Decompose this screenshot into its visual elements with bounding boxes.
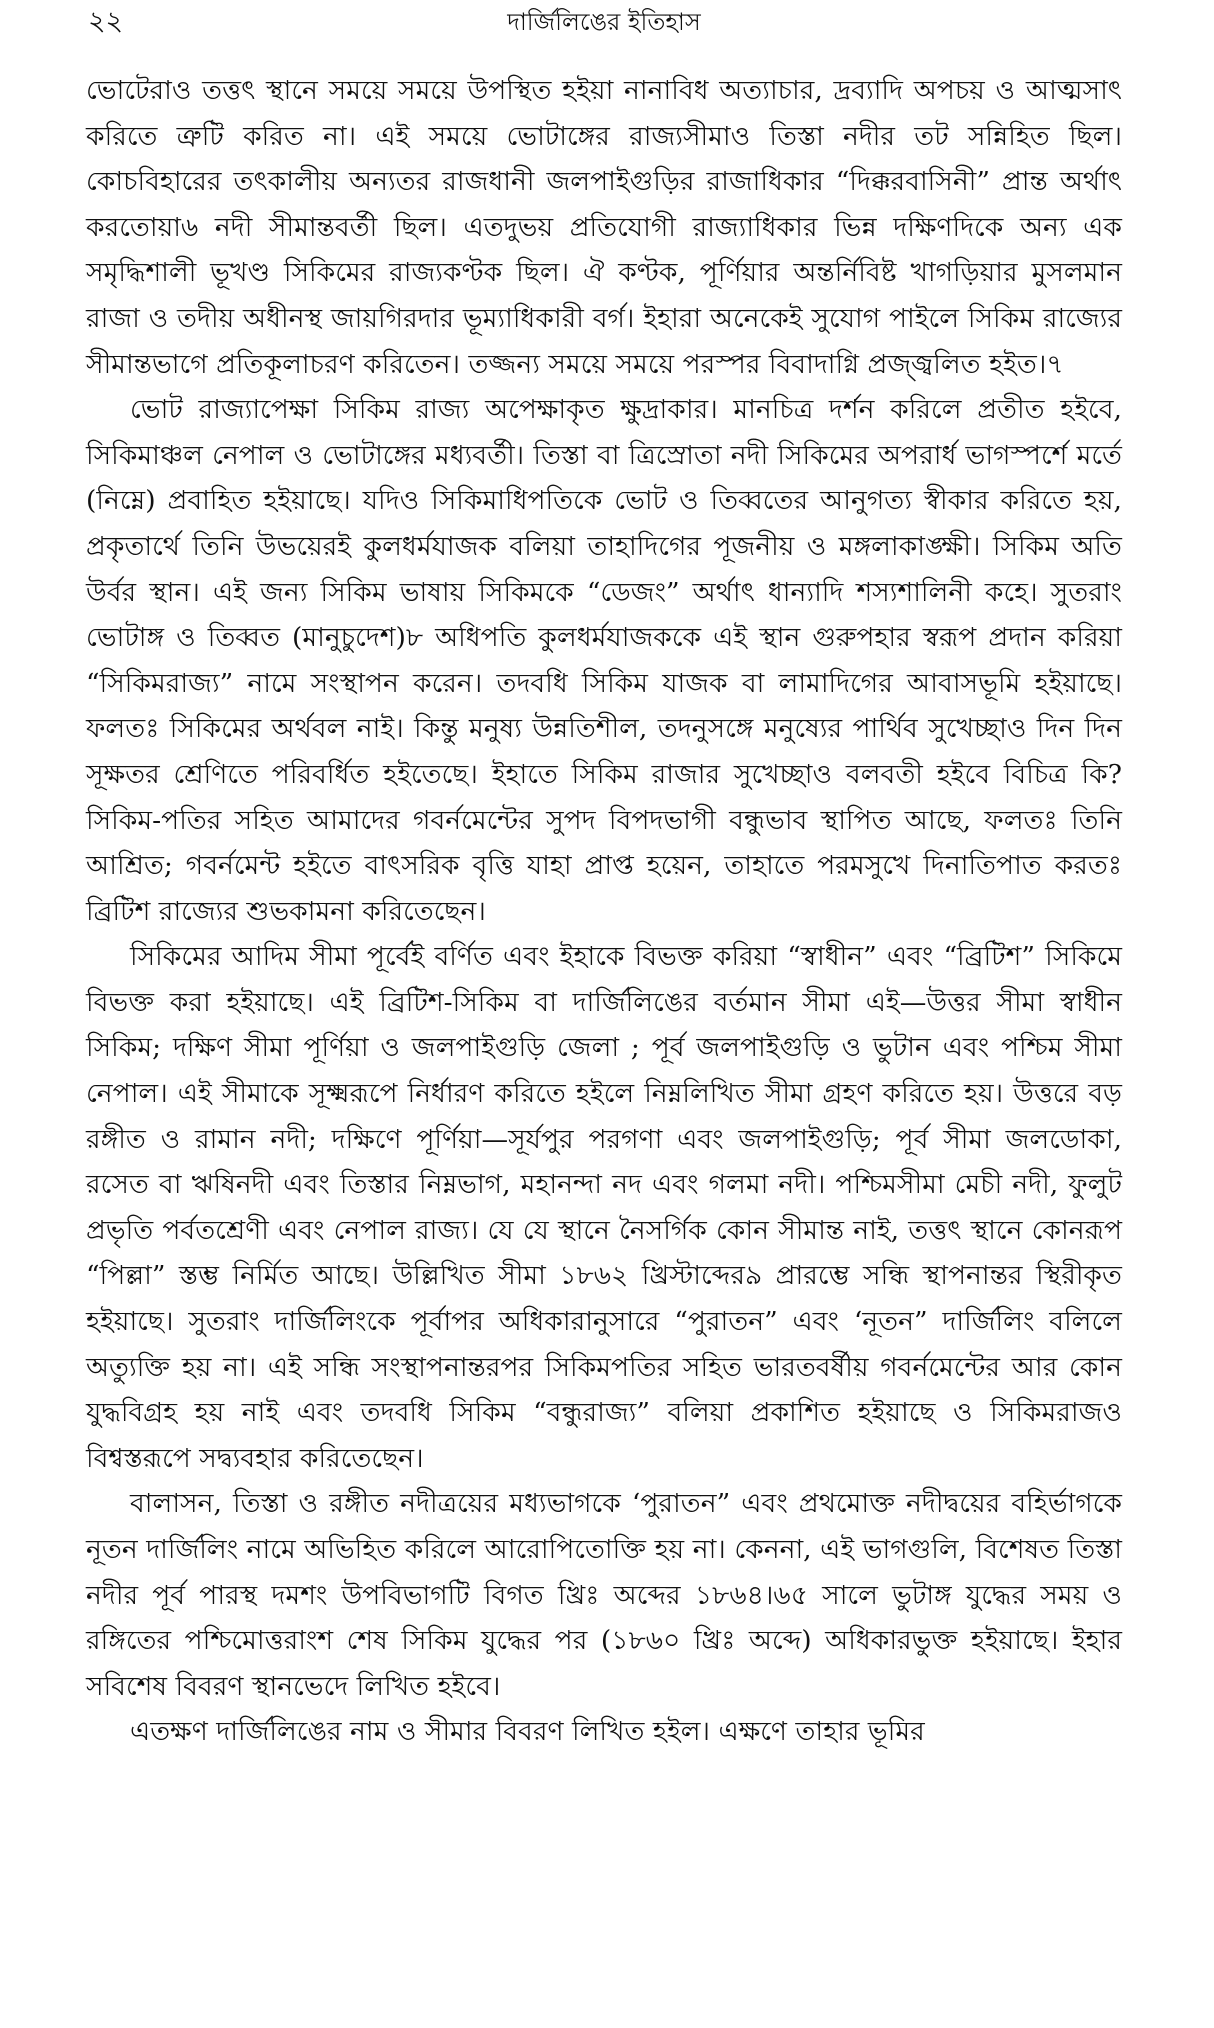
paragraph-4: বালাসন, তিস্তা ও রঙ্গীত নদীত্রয়ের মধ্যভাগকে ‘পুরাতন” এবং প্রথমোক্ত নদীদ্বয়ের বহির্ভাগকে নূতন দার্জিলিং নামে অভিহিত করিলে আরোপিতোক্তি হয় না। কেননা, এই ভাগগুলি, বিশেষত তিস্তা নদীর পূর্ব পারস্থ দমশং উপবিভাগটি বিগত খ্রিঃ অব্দের ১৮৬৪।৬৫ সালে ভুটাঙ্গ যুদ্ধের সময় ও রঙ্গিতের পশ্চিমোত্তরাংশ শেষ সিকিম যুদ্ধের পর (১৮৬০ খ্রিঃ অব্দে) অধিকারভুক্ত হইয়াছে। ইহার সবিশেষ বিবরণ স্থানভেদে লিখিত হইবে।	[86, 1488, 1122, 1702]
page-number: ২২	[88, 6, 124, 37]
running-head	[86, 2, 1122, 48]
paragraph-3: সিকিমের আদিম সীমা পূর্বেই বর্ণিত এবং ইহাকে বিভক্ত করিয়া “স্বাধীন” এবং “ব্রিটিশ” সিকিমে বিভক্ত করা হইয়াছে। এই ব্রিটিশ-সিকিম বা দার্জিলিঙের বর্তমান সীমা এই—উত্তর সীমা স্বাধীন সিকিম; দক্ষিণ সীমা পূর্ণিয়া ও জলপাইগুড়ি জেলা ; পূর্ব জলপাইগুড়ি ও ভুটান এবং পশ্চিম সীমা নেপাল। এই সীমাকে সূক্ষ্মরূপে নির্ধারণ করিতে হইলে নিম্নলিখিত সীমা গ্রহণ করিতে হয়। উত্তরে বড় রঙ্গীত ও রামান নদী; দক্ষিণে পূর্ণিয়া—সূর্যপুর পরগণা এবং জলপাইগুড়ি; পূর্ব সীমা জলডোকা, রসেত বা ঋষিনদী এবং তিস্তার নিম্নভাগ, মহানন্দা নদ এবং গলমা নদী। পশ্চিমসীমা মেচী নদী, ফুলুট প্রভৃতি পর্বতশ্রেণী এবং নেপাল রাজ্য। যে যে স্থানে নৈসর্গিক কোন সীমান্ত নাই, তত্তৎ স্থানে কোনরূপ “পিল্লা” স্তম্ভ নির্মিত আছে। উল্লিখিত সীমা ১৮৬২ খ্রিস্টাব্দের৯ প্রারম্ভে সন্ধি স্থাপনান্তর স্থিরীকৃত হইয়াছে। সুতরাং দার্জিলিংকে পূর্বাপর অধিকারানুসারে “পুরাতন” এবং ‘নূতন” দার্জিলিং বলিলে অত্যুক্তি হয় না। এই সন্ধি সংস্থাপনান্তরপর সিকিমপতির সহিত ভারতবর্ষীয় গবর্নমেন্টের আর কোন যুদ্ধবিগ্রহ হয় নাই এবং তদবধি সিকিম “বন্ধুরাজ্য” বলিয়া প্রকাশিত হইয়াছে ও সিকিমরাজও বিশ্বস্তরূপে সদ্ব্যবহার করিতেছেন।	[86, 941, 1122, 1474]
paragraph-1: ভোটেরাও তত্তৎ স্থানে সময়ে সময়ে উপস্থিত হইয়া নানাবিধ অত্যাচার, দ্রব্যাদি অপচয় ও আত্মসাৎ করিতে ত্রুটি করিত না। এই সময়ে ভোটাঙ্গের রাজ্যসীমাও তিস্তা নদীর তট সন্নিহিত ছিল। কোচবিহারের তৎকালীয় অন্যতর রাজধানী জলপাইগুড়ির রাজাধিকার “দিক্করবাসিনী” প্রান্ত অর্থাৎ করতোয়া৬ নদী সীমান্তবর্তী ছিল। এতদুভয় প্রতিযোগী রাজ্যাধিকার ভিন্ন দক্ষিণদিকে অন্য এক সমৃদ্ধিশালী ভূখণ্ড সিকিমের রাজ্যকণ্টক ছিল। ঐ কণ্টক, পূর্ণিয়ার অন্তর্নিবিষ্ট খাগড়িয়ার মুসলমান রাজা ও তদীয় অধীনস্থ জায়গিরদার ভূম্যাধিকারী বর্গ। ইহারা অনেকেই সুযোগ পাইলে সিকিম রাজ্যের সীমান্তভাগে প্রতিকূলাচরণ করিতেন। তজ্জন্য সময়ে সময়ে পরস্পর বিবাদাগ্নি প্রজ্জ্বলিত হইত।৭	[86, 75, 1122, 380]
running-title: দার্জিলিঙের ইতিহাস	[507, 8, 701, 36]
body-text	[86, 68, 1122, 1755]
paragraph-5: এতক্ষণ দার্জিলিঙের নাম ও সীমার বিবরণ লিখিত হইল। এক্ষণে তাহার ভূমির	[130, 1716, 925, 1748]
paragraph-2: ভোট রাজ্যাপেক্ষা সিকিম রাজ্য অপেক্ষাকৃত ক্ষুদ্রাকার। মানচিত্র দর্শন করিলে প্রতীত হইবে, সিকিমাঞ্চল নেপাল ও ভোটাঙ্গের মধ্যবর্তী। তিস্তা বা ত্রিস্রোতা নদী সিকিমের অপরার্ধ ভাগস্পর্শে মর্তে (নিম্নে) প্রবাহিত হইয়াছে। যদিও সিকিমাধিপতিকে ভোট ও তিব্বতের আনুগত্য স্বীকার করিতে হয়, প্রকৃতার্থে তিনি উভয়েরই কুলধর্মযাজক বলিয়া তাহাদিগের পূজনীয় ও মঙ্গলাকাঙ্ক্ষী। সিকিম অতি উর্বর স্থান। এই জন্য সিকিম ভাষায় সিকিমকে “ডেজং” অর্থাৎ ধান্যাদি শস্যশালিনী কহে। সুতরাং ভোটাঙ্গ ও তিব্বত (মানুচুদেশ)৮ অধিপতি কুলধর্মযাজককে এই স্থান গুরুপহার স্বরূপ প্রদান করিয়া “সিকিমরাজ্য” নামে সংস্থাপন করেন। তদবধি সিকিম যাজক বা লামাদিগের আবাসভূমি হইয়াছে। ফলতঃ সিকিমের অর্থবল নাই। কিন্তু মনুষ্য উন্নতিশীল, তদনুসঙ্গে মনুষ্যের পার্থিব সুখেচ্ছাও দিন দিন সূক্ষতর শ্রেণিতে পরিবর্ধিত হইতেছে। ইহাতে সিকিম রাজার সুখেচ্ছাও বলবতী হইবে বিচিত্র কি? সিকিম-পতির সহিত আমাদের গবর্নমেন্টের সুপদ বিপদভাগী বন্ধুভাব স্থাপিত আছে, ফলতঃ তিনি আশ্রিত; গবর্নমেন্ট হইতে বাৎসরিক বৃত্তি যাহা প্রাপ্ত হয়েন, তাহাতে পরমসুখে দিনাতিপাত করতঃ ব্রিটিশ রাজ্যের শুভকামনা করিতেছেন।	[86, 394, 1122, 927]
